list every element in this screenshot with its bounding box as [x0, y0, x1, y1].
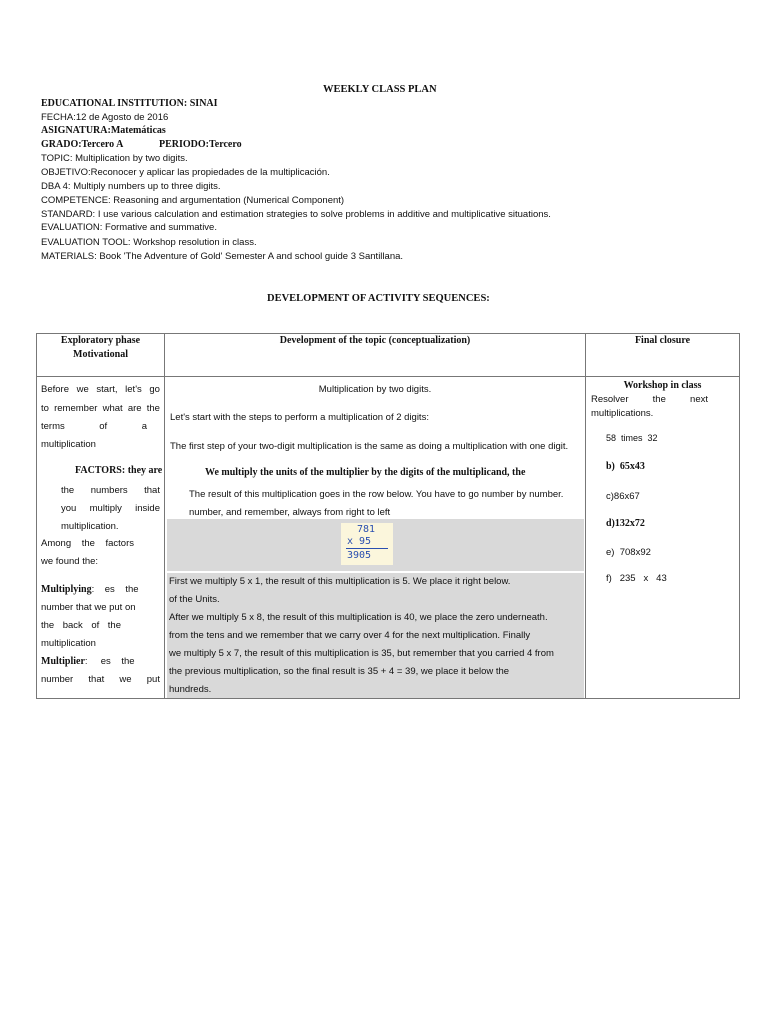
competence-line: COMPETENCE: Reasoning and argumentation (Numerical Component) [41, 195, 345, 206]
evaluation-line: EVALUATION: Formative and summative. [41, 222, 217, 233]
found-line: we found the: [41, 556, 99, 567]
exercise-e: e) 708x92 [606, 547, 651, 558]
intro-line-3: terms of a [41, 421, 147, 432]
explanation-line-4: from the tens and we remember that we carry over 4 for the next multiplication. Finally [169, 630, 531, 641]
explanation-line-7: hundreds. [169, 684, 212, 695]
subject-line: ASIGNATURA:Matemáticas [41, 125, 166, 136]
exercise-f: f) 235 x 43 [606, 573, 667, 584]
standard-line: STANDARD: I use various calculation and estimation strategies to solve problems in additive and multiplicative situations. [41, 209, 551, 220]
header-development-label: Development of the topic (conceptualization) [279, 335, 471, 346]
multiplier-line-2: number that we put [41, 674, 160, 685]
section-title: DEVELOPMENT OF ACTIVITY SEQUENCES: [267, 293, 490, 304]
multiplications-line: multiplications. [591, 408, 654, 419]
closure-cell [586, 377, 740, 699]
multiplying-line-2: number that we put on [41, 602, 136, 613]
multiplying-line-4: multiplication [41, 638, 96, 649]
multiplying-line-3: the back of the [41, 620, 121, 631]
evaluation-tool-line: EVALUATION TOOL: Workshop resolution in class. [41, 237, 257, 248]
institution-line: EDUCATIONAL INSTITUTION: SINAI [41, 98, 218, 109]
explanation-line-5: we multiply 5 x 7, the result of this multiplication is 35, but remember that you carried 4 from [169, 648, 554, 659]
exercise-b: b) 65x43 [606, 461, 645, 472]
among-line: Among the factors [41, 538, 134, 549]
handwritten-example: 781 x 95 3905 [341, 523, 393, 565]
header-exploratory-line1: Exploratory phase [60, 335, 141, 346]
exercise-c: c)86x67 [606, 491, 640, 502]
grade-line: GRADO:Tercero A [41, 139, 124, 150]
explanation-line-1: First we multiply 5 x 1, the result of this multiplication is 5. We place it right below. [169, 576, 511, 587]
factors-heading: FACTORS: they are [75, 465, 163, 476]
document-title: WEEKLY CLASS PLAN [323, 84, 437, 95]
development-bold-step: We multiply the units of the multiplier by the digits of the multiplicand, the [205, 467, 526, 478]
header-development [165, 334, 586, 377]
header-exploratory [37, 334, 165, 377]
exercise-d: d)132x72 [606, 518, 645, 529]
materials-line: MATERIALS: Book 'The Adventure of Gold' Semester A and school guide 3 Santillana. [41, 251, 404, 262]
development-first-step: The first step of your two-digit multiplication is the same as doing a multiplication with one digit. [170, 441, 569, 452]
header-closure [586, 334, 740, 377]
dba-line: DBA 4: Multiply numbers up to three digits. [41, 181, 221, 192]
development-row-note: The result of this multiplication goes in the row below. You have to go number by number. [189, 489, 564, 500]
explanation-line-3: After we multiply 5 x 8, the result of this multiplication is 40, we place the zero underneath. [169, 612, 548, 623]
exploratory-cell [37, 377, 165, 699]
multiplier-line: Multiplier: es the [41, 656, 135, 667]
exercise-a: 58 times 32 [606, 433, 658, 443]
development-title: Multiplication by two digits. [318, 384, 432, 395]
intro-line-1: Before we start, let's go [41, 384, 160, 395]
factors-line-3: multiplication. [61, 521, 119, 532]
activity-table [36, 333, 740, 699]
date-line: FECHA:12 de Agosto de 2016 [41, 112, 169, 123]
workshop-heading: Workshop in class [623, 380, 702, 391]
explanation-line-2: of the Units. [169, 594, 220, 605]
topic-line: TOPIC: Multiplication by two digits. [41, 153, 188, 164]
explanation-line-6: the previous multiplication, so the final result is 35 + 4 = 39, we place it below the [169, 666, 510, 677]
factors-line-1: the numbers that [61, 485, 160, 496]
factors-line-2: you multiply inside [61, 503, 160, 514]
intro-line-4: multiplication [41, 439, 96, 450]
development-row-note-2: number, and remember, always from right to left [189, 507, 391, 518]
header-closure-label: Final closure [634, 335, 691, 346]
intro-line-2: to remember what are the [41, 403, 160, 414]
header-exploratory-line2: Motivational [73, 349, 128, 360]
development-cell [165, 377, 586, 699]
development-intro: Let's start with the steps to perform a multiplication of 2 digits: [170, 412, 429, 423]
period-line: PERIODO:Tercero [159, 139, 242, 150]
multiplying-line: Multiplying: es the [41, 584, 139, 595]
objective-line: OBJETIVO:Reconocer y aplicar las propiedades de la multiplicación. [41, 167, 330, 178]
resolver-line: Resolver the next [591, 394, 708, 405]
